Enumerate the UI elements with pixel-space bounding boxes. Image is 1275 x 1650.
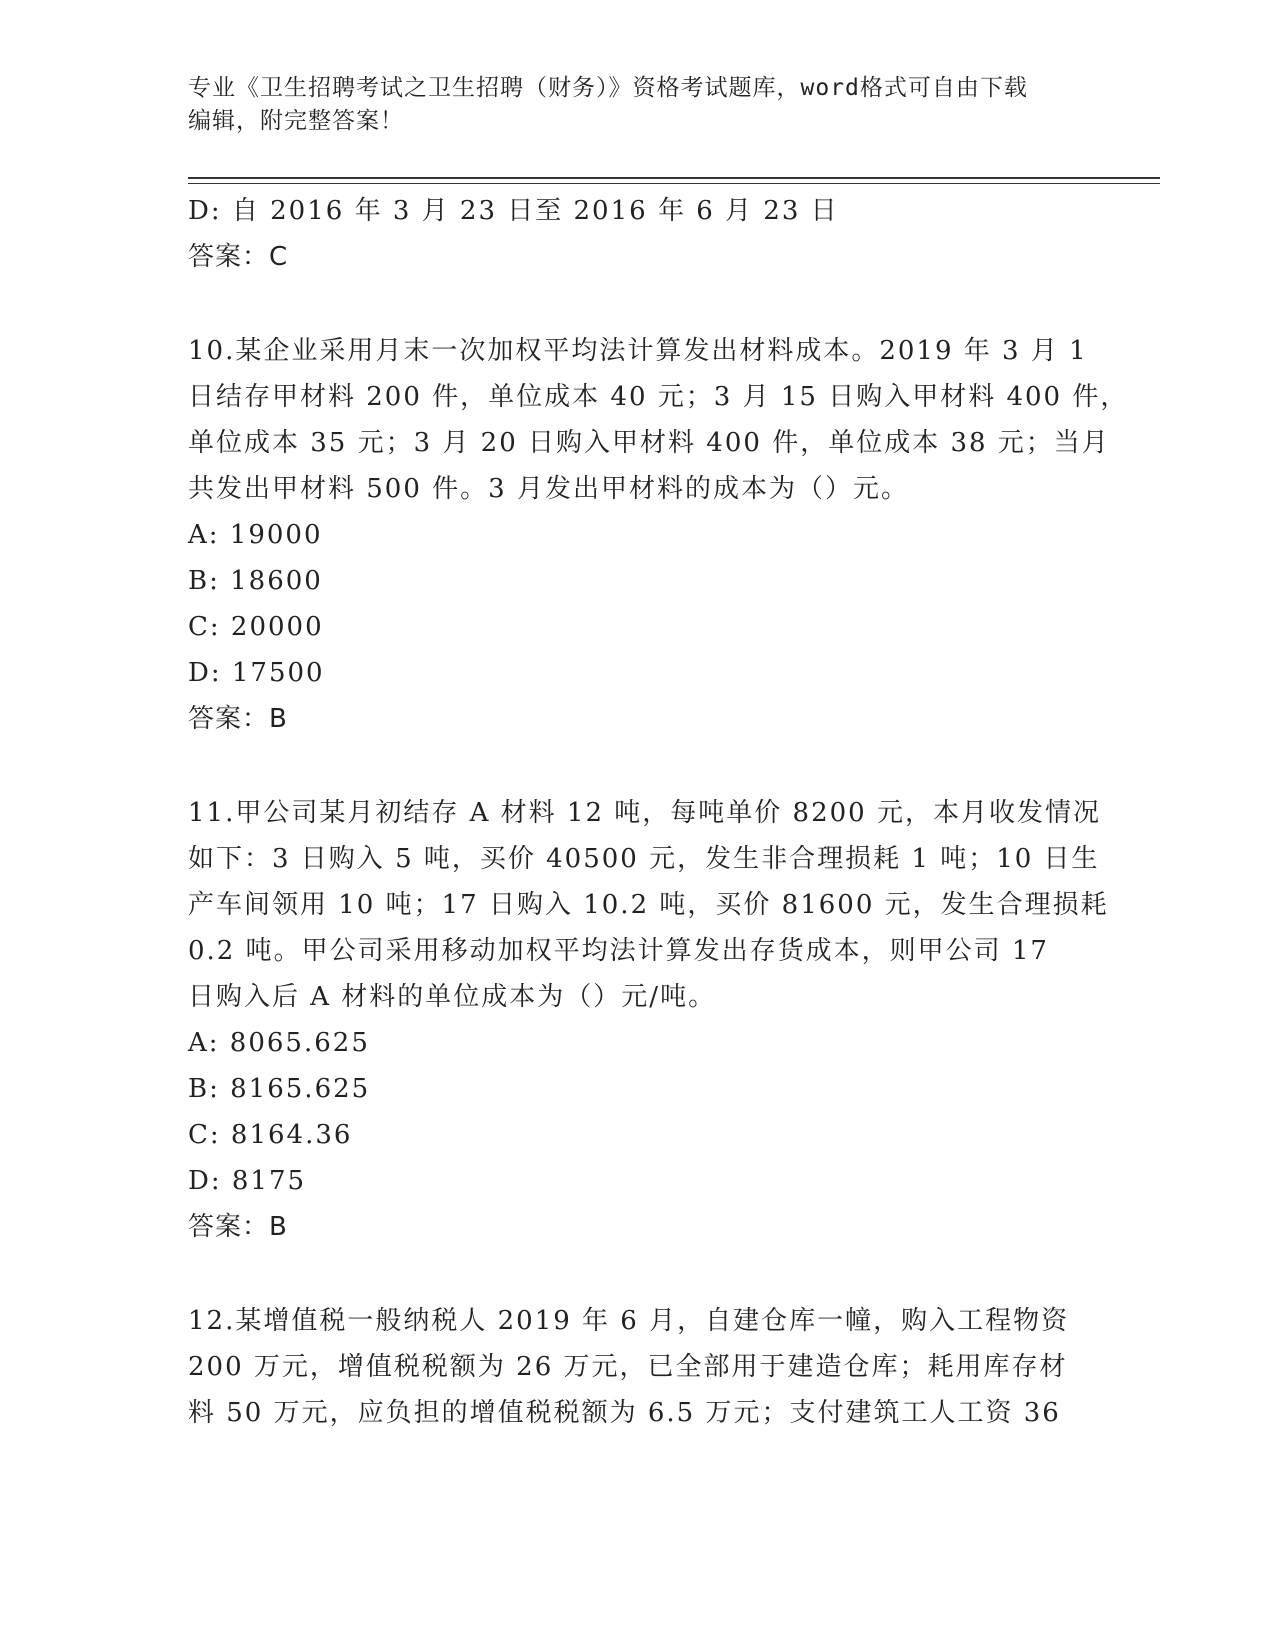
- header-line-2: 编辑，附完整答案！: [188, 108, 404, 134]
- question-stem-line: 10.某企业采用月末一次加权平均法计算发出材料成本。2019 年 3 月 1: [188, 336, 1088, 366]
- option-a: A: 8065.625: [188, 1028, 370, 1058]
- question-stem-line: 11.甲公司某月初结存 A 材料 12 吨，每吨单价 8200 元，本月收发情况: [188, 798, 1101, 828]
- question-stem-line: 产车间领用 10 吨；17 日购入 10.2 吨，买价 81600 元，发生合理损耗: [188, 890, 1109, 920]
- question-stem-line: 12.某增值税一般纳税人 2019 年 6 月，自建仓库一幢，购入工程物资: [188, 1306, 1070, 1336]
- option-b: B: 8165.625: [188, 1074, 371, 1104]
- option-d: D: 17500: [188, 658, 325, 688]
- question-stem-line: 单位成本 35 元；3 月 20 日购入甲材料 400 件，单位成本 38 元；当月: [188, 428, 1110, 458]
- question-11: [188, 790, 1109, 1250]
- document-body: [188, 188, 1129, 1436]
- page-header: [188, 72, 1088, 138]
- answer: 答案：C: [188, 242, 289, 272]
- question-stem-line: 日结存甲材料 200 件，单位成本 40 元；3 月 15 日购入甲材料 400 件，: [188, 382, 1129, 412]
- option-d: D: 自 2016 年 3 月 23 日至 2016 年 6 月 23 日: [188, 196, 839, 226]
- option-d: D: 8175: [188, 1166, 307, 1196]
- option-b: B: 18600: [188, 566, 323, 596]
- answer: 答案：B: [188, 704, 288, 734]
- header-divider-thin: [188, 183, 1160, 184]
- question-12: [188, 1298, 1088, 1436]
- option-c: C: 20000: [188, 612, 324, 642]
- question-stem-line: 0.2 吨。甲公司采用移动加权平均法计算发出存货成本，则甲公司 17: [188, 936, 1049, 966]
- question-stem-line: 日购入后 A 材料的单位成本为（）元/吨。: [188, 982, 717, 1012]
- question-10: [188, 328, 1129, 742]
- option-c: C: 8164.36: [188, 1120, 353, 1150]
- question-stem-line: 共发出甲材料 500 件。3 月发出甲材料的成本为（）元。: [188, 474, 909, 504]
- question-stem-line: 如下：3 日购入 5 吨，买价 40500 元，发生非合理损耗 1 吨；10 日生: [188, 844, 1100, 874]
- answer: 答案：B: [188, 1212, 288, 1242]
- question-stem-line: 料 50 万元，应负担的增值税税额为 6.5 万元；支付建筑工人工资 36: [188, 1398, 1061, 1428]
- header-divider-thick: [188, 177, 1160, 179]
- option-a: A: 19000: [188, 520, 323, 550]
- question-stem-line: 200 万元，增值税税额为 26 万元，已全部用于建造仓库；耗用库存材: [188, 1352, 1068, 1382]
- header-line-1: 专业《卫生招聘考试之卫生招聘（财务）》资格考试题库，word格式可自由下载: [188, 75, 1028, 101]
